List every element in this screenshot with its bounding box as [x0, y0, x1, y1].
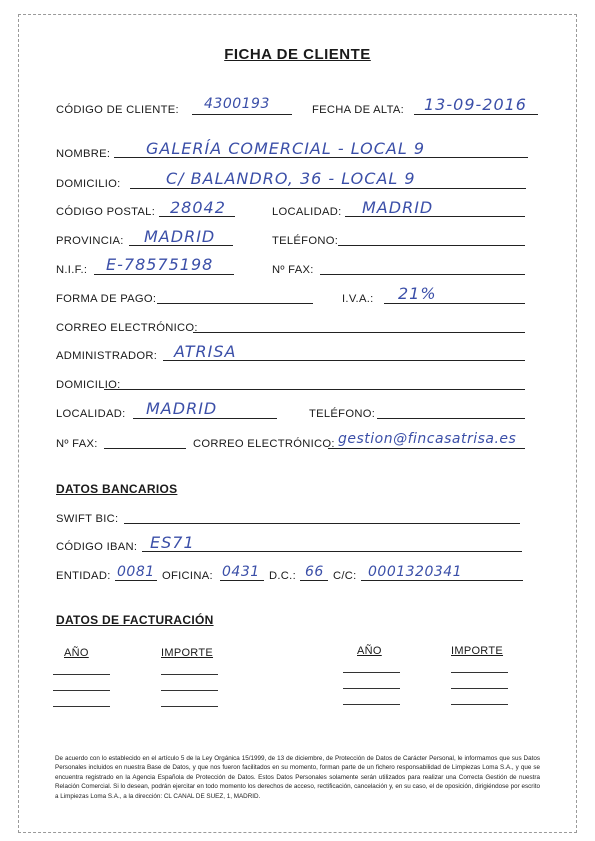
administrador-label: ADMINISTRADOR:	[56, 350, 158, 362]
nombre-value[interactable]: GALERÍA COMERCIAL - LOCAL 9	[146, 139, 426, 158]
telefono-line	[338, 245, 525, 246]
adm-localidad-label: LOCALIDAD:	[56, 408, 126, 420]
adm-fax-line	[104, 448, 186, 449]
forma-pago-line	[157, 303, 313, 304]
adm-localidad-value[interactable]: MADRID	[146, 399, 218, 418]
form-title: FICHA DE CLIENTE	[224, 46, 371, 63]
billing-line[interactable]	[161, 674, 218, 675]
adm-domicilio-label: DOMICILIO:	[56, 379, 121, 391]
billing-line[interactable]	[451, 688, 508, 689]
entidad-label: ENTIDAD:	[56, 570, 111, 582]
billing-line[interactable]	[451, 704, 508, 705]
col-ano-left: AÑO	[64, 647, 89, 659]
provincia-value[interactable]: MADRID	[144, 227, 216, 246]
codigo-cliente-line	[192, 114, 292, 115]
cc-value[interactable]: 0001320341	[368, 564, 463, 580]
dc-value[interactable]: 66	[305, 564, 324, 580]
dc-line	[300, 580, 328, 581]
page-border	[18, 14, 577, 833]
adm-localidad-line	[133, 418, 277, 419]
nif-label: N.I.F.:	[56, 264, 88, 276]
domicilio-label: DOMICILIO:	[56, 178, 121, 190]
oficina-value[interactable]: 0431	[222, 564, 260, 580]
iva-value[interactable]: 21%	[398, 284, 437, 303]
swift-label: SWIFT BIC:	[56, 513, 119, 525]
fecha-alta-label: FECHA DE ALTA:	[312, 104, 405, 116]
billing-line[interactable]	[343, 704, 400, 705]
entidad-line	[115, 580, 157, 581]
adm-telefono-line	[377, 418, 525, 419]
entidad-value[interactable]: 0081	[117, 564, 155, 580]
adm-fax-label: Nº FAX:	[56, 438, 98, 450]
forma-pago-label: FORMA DE PAGO:	[56, 293, 157, 305]
iban-label: CÓDIGO IBAN:	[56, 541, 138, 553]
domicilio-value[interactable]: C/ BALANDRO, 36 - LOCAL 9	[166, 169, 416, 188]
iva-line	[384, 303, 525, 304]
facturacion-heading: DATOS DE FACTURACIÓN	[56, 613, 214, 627]
adm-domicilio-line	[104, 389, 525, 390]
billing-line[interactable]	[343, 672, 400, 673]
codigo-postal-value[interactable]: 28042	[170, 198, 226, 217]
billing-line[interactable]	[161, 706, 218, 707]
billing-line[interactable]	[53, 690, 110, 691]
dc-label: D.C.:	[269, 570, 296, 582]
fecha-alta-value[interactable]: 13-09-2016	[424, 95, 527, 114]
col-importe-right: IMPORTE	[451, 645, 504, 657]
telefono-label: TELÉFONO:	[272, 235, 339, 247]
billing-line[interactable]	[53, 674, 110, 675]
billing-line[interactable]	[161, 690, 218, 691]
legal-notice: De acuerdo con lo establecido en el artículo 5 de la Ley Orgánica 15/1999, de 13 de diciembre, de Protección de Datos de Carácter Personal, le informamos que sus Datos Personales incluidos en nuestra Base de Datos, y que nos fueron facilitados en su momento, forman parte de un fichero responsabilidad de Limpiezas Loma S.A., y que se encuentra registrado en la Agencia Española de Protección de Datos. Estos Datos Personales solamente serán utilizados para realizar una Correcta Gestión de nuestra Relación Comercial. Si lo desean, podrán ejercitar en todo momento los derechos de acceso, rectificación, cancelación y, en su caso, el de oposición, dirigiéndose por escrito a Limpiezas Loma S.A., a la dirección: CL CANAL DE SUEZ, 1, MADRID.	[55, 755, 540, 800]
oficina-line	[220, 580, 264, 581]
nif-line	[94, 274, 234, 275]
adm-telefono-label: TELÉFONO:	[309, 408, 376, 420]
provincia-label: PROVINCIA:	[56, 235, 124, 247]
fax-line	[320, 274, 525, 275]
iban-value[interactable]: ES71	[150, 533, 195, 552]
cc-line	[361, 580, 523, 581]
iban-line	[142, 551, 522, 552]
fax-label: Nº FAX:	[272, 264, 314, 276]
codigo-postal-label: CÓDIGO POSTAL:	[56, 206, 156, 218]
adm-correo-line	[328, 448, 525, 449]
billing-line[interactable]	[451, 672, 508, 673]
correo-label: CORREO ELECTRÓNICO:	[56, 322, 198, 334]
billing-line[interactable]	[343, 688, 400, 689]
localidad-value[interactable]: MADRID	[362, 198, 434, 217]
fecha-alta-line	[414, 114, 538, 115]
adm-correo-value[interactable]: gestion@fincasatrisa.es	[338, 431, 517, 447]
billing-line[interactable]	[53, 706, 110, 707]
nif-value[interactable]: E-78575198	[106, 255, 214, 274]
codigo-cliente-label: CÓDIGO DE CLIENTE:	[56, 104, 179, 116]
nombre-label: NOMBRE:	[56, 148, 111, 160]
codigo-cliente-value[interactable]: 4300193	[204, 96, 270, 112]
col-ano-right: AÑO	[357, 645, 382, 657]
oficina-label: OFICINA:	[162, 570, 213, 582]
localidad-label: LOCALIDAD:	[272, 206, 342, 218]
correo-line	[193, 332, 525, 333]
cc-label: C/C:	[333, 570, 357, 582]
adm-correo-label: CORREO ELECTRÓNICO:	[193, 438, 335, 450]
administrador-value[interactable]: ATRISA	[174, 342, 237, 361]
swift-line	[124, 523, 520, 524]
iva-label: I.V.A.:	[342, 293, 374, 305]
bancarios-heading: DATOS BANCARIOS	[56, 482, 178, 496]
col-importe-left: IMPORTE	[161, 647, 214, 659]
domicilio-line	[130, 188, 526, 189]
